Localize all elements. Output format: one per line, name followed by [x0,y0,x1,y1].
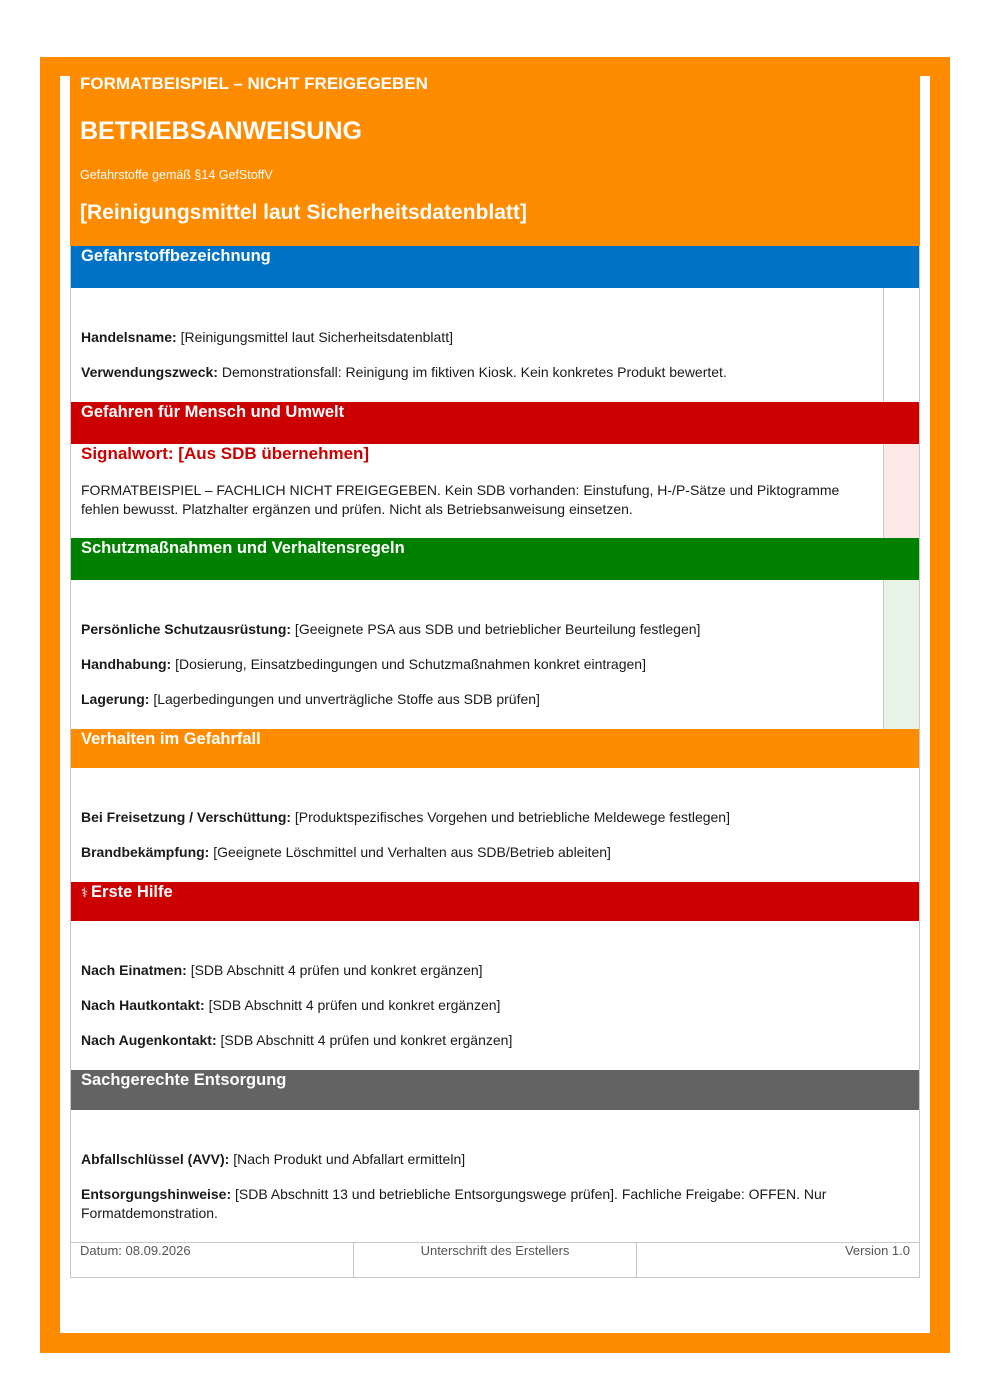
trade-name-row: Handelsname: [Reinigungsmittel laut Sicherheitsdatenblatt] [81,329,453,345]
document [70,76,920,1242]
caduceus-icon: ⚕ [81,885,89,900]
section-heading: Sachgerechte Entsorgung [71,1070,919,1110]
section-heading: ⚕ Erste Hilfe [71,882,919,921]
use-row: Verwendungszweck: Demonstrationsfall: Reinigung im fiktiven Kiosk. Kein konkretes Produkt bewertet. [81,364,727,380]
signature-footer [70,1242,920,1278]
hazard-text: FORMATBEISPIEL – FACHLICH NICHT FREIGEGEBEN. Kein SDB vorhanden: Einstufung, H-/P-Sätze und Piktogramme fehlen bewusst. Platzhalter ergänzen und prüfen. Nicht als Betriebsanweisung einsetzen. [81,482,840,517]
document-title: BETRIEBSANWEISUNG [80,117,362,145]
section-emergency [70,729,920,882]
eye-row: Nach Augenkontakt: [SDB Abschnitt 4 prüfen und konkret ergänzen] [81,1032,513,1048]
section-sidebar [883,580,919,729]
section-hazards [70,402,920,538]
section-sidebar [883,444,919,538]
date-field: Datum: 08.09.2026 [80,1243,191,1258]
section-protection [70,538,920,729]
waste-code-row: Abfallschlüssel (AVV): [Nach Produkt und Abfallart ermitteln] [81,1151,466,1167]
inhalation-row: Nach Einatmen: [SDB Abschnitt 4 prüfen und konkret ergänzen] [81,962,483,978]
document-header [70,76,920,246]
signal-word: Signalwort: [Aus SDB übernehmen] [81,444,370,463]
section-sidebar [883,288,919,402]
spill-row: Bei Freisetzung / Verschüttung: [Produktspezifisches Vorgehen und betriebliche Meldewege festlegen] [81,809,730,825]
signature-field: Unterschrift des Erstellers [353,1243,636,1277]
fire-row: Brandbekämpfung: [Geeignete Löschmittel und Verhalten aus SDB/Betrieb ableiten] [81,844,611,860]
section-identification [70,246,920,402]
storage-row: Lagerung: [Lagerbedingungen und unverträgliche Stoffe aus SDB prüfen] [81,691,540,707]
document-subtitle: Gefahrstoffe gemäß §14 GefStoffV [80,168,273,182]
section-heading: Gefahren für Mensch und Umwelt [71,402,919,444]
skin-row: Nach Hautkontakt: [SDB Abschnitt 4 prüfen und konkret ergänzen] [81,997,501,1013]
product-name: [Reinigungsmittel laut Sicherheitsdatenblatt] [80,201,527,224]
disposal-notes-row: Entsorgungshinweise: [SDB Abschnitt 13 und betriebliche Entsorgungswege prüfen]. Fachliche Freigabe: OFFEN. Nur Formatdemonstration. [81,1186,827,1221]
section-heading: Verhalten im Gefahrfall [71,729,919,768]
section-heading: Schutzmaßnahmen und Verhaltensregeln [71,538,919,580]
section-disposal [70,1070,920,1242]
section-heading: Gefahrstoffbezeichnung [71,246,919,288]
version-field: Version 1.0 [636,1243,919,1277]
ppe-row: Persönliche Schutzausrüstung: [Geeignete PSA aus SDB und betrieblicher Beurteilung festlegen] [81,621,701,637]
handling-row: Handhabung: [Dosierung, Einsatzbedingungen und Schutzmaßnahmen konkret eintragen] [81,656,646,672]
pre-title: FORMATBEISPIEL – NICHT FREIGEGEBEN [80,74,428,93]
section-first-aid [70,882,920,1070]
